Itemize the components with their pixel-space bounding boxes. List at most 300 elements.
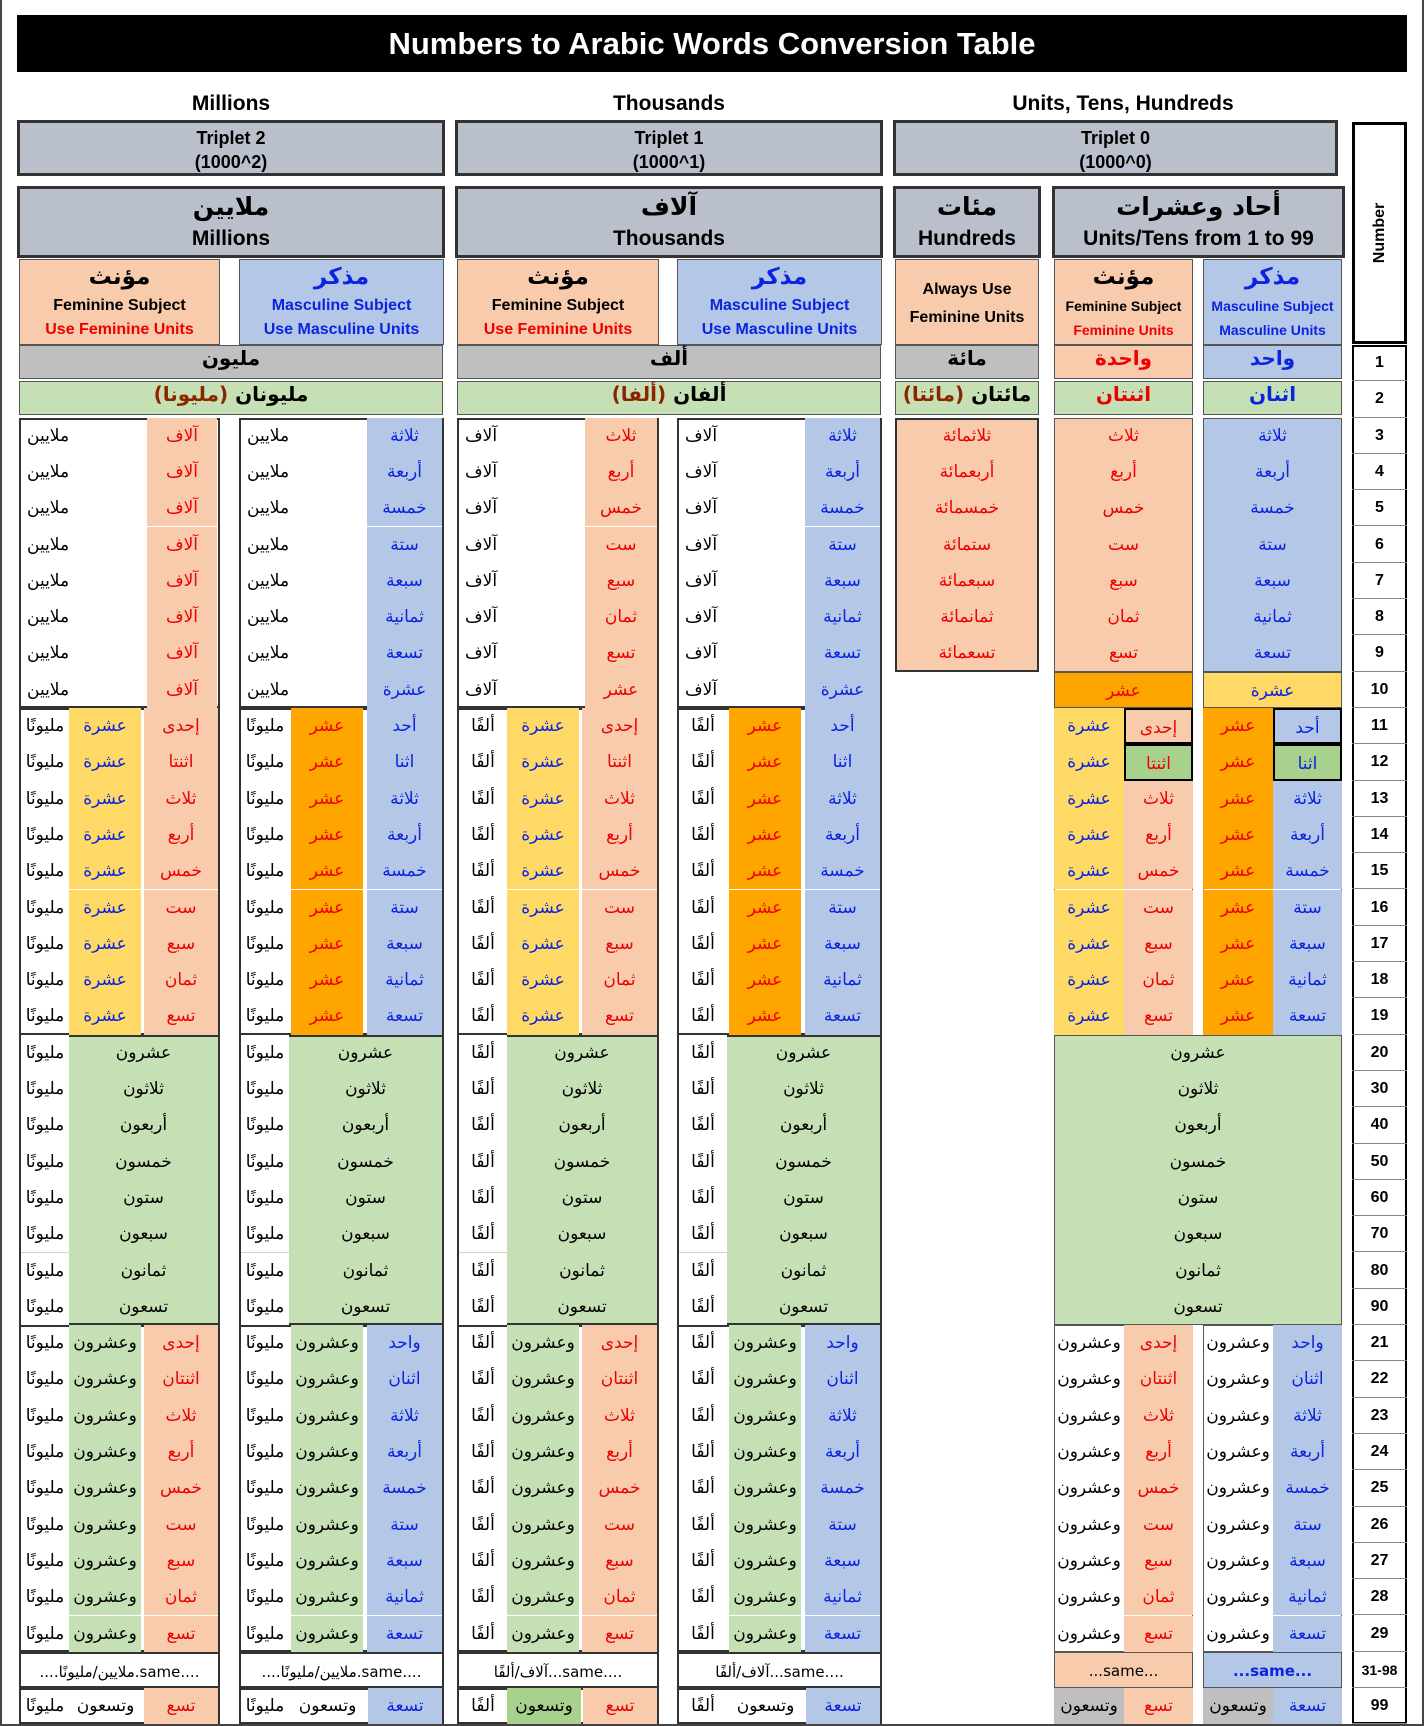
mil-masc-suffix: مليونًا (245, 716, 285, 736)
th-masc-wa: وعشرون (729, 1470, 801, 1506)
th-masc-suffix: ألفًا (679, 1216, 727, 1252)
mil-masc-suffix: مليونًا (245, 1369, 285, 1390)
th-fem-ten: عشرة (507, 744, 579, 780)
mil-masc-unit: اثنان (367, 1361, 442, 1397)
mil-fem-unit: آلاف (147, 599, 217, 635)
th-fem-suffix: ألفًا (459, 1107, 507, 1143)
mil-masc-tens: سبعون (341, 1224, 390, 1245)
th-fem-wa: وعشرون (507, 1507, 579, 1543)
th-fem-teen: أربع (582, 817, 657, 853)
mil-masc-tens: ستون (345, 1187, 386, 1208)
mil-fem-unit: إحدى (144, 1325, 218, 1361)
units-masc-teen: أحد (1273, 708, 1342, 744)
th-fem-teen: سبع (582, 926, 657, 962)
units-masc-unit: ستة (1273, 1507, 1342, 1543)
th-dual-construct: (ألفا) (611, 382, 674, 407)
units-fem-teen: تسع (1124, 998, 1193, 1034)
mil-fem-tens: ثلاثون (123, 1079, 164, 1099)
mil-dual-construct: (مليونا) (153, 382, 236, 407)
th-fem-unit: إحدى (582, 1325, 657, 1361)
row-number: 11 (1352, 708, 1407, 744)
units-masc-wa: وعشرون (1206, 1478, 1270, 1499)
units-fem-teen: إحدى (1124, 708, 1193, 744)
mil-fem-suffix: مليونًا (25, 1514, 65, 1535)
row-number: 16 (1352, 890, 1407, 926)
units-fem-ten: عشرة (1054, 744, 1124, 780)
th-fem-wa: وعشرون (507, 1434, 579, 1470)
th-masc-suffix: ألفًا (679, 1107, 727, 1143)
mil-fem-plural: ملايين (27, 498, 70, 519)
th-fem-unit: أربع (582, 1434, 657, 1470)
mil-masc-teen: أحد (367, 708, 442, 744)
th-masc-suffix: ألفًا (691, 1405, 715, 1426)
row-number: 15 (1352, 853, 1407, 889)
th-masc-unit: أربعة (805, 454, 880, 490)
th-fem-suffix: ألفًا (471, 716, 495, 736)
mil-masc-unit: خمسة (367, 1470, 442, 1506)
units-fem-ten: عشرة (1054, 781, 1124, 817)
units-masc-unit: أربعة (1273, 1434, 1342, 1470)
mil-masc-ten: عشر (291, 708, 363, 744)
mil-fem-wa: وعشرون (69, 1470, 141, 1506)
th-masc-ten: عشر (729, 744, 801, 780)
th-fem-unit: سبع (585, 563, 657, 599)
th-masc-unit: ستة (805, 1507, 880, 1543)
th-masc-unit: أربعة (805, 1434, 880, 1470)
th-masc-plural: آلاف (685, 461, 718, 482)
th-fem-unit: ثلاث (585, 418, 657, 454)
mil-fem-ten: عشرة (69, 853, 141, 889)
units-masc-wa: وعشرون (1206, 1550, 1270, 1571)
units-masc-teen: ثمانية (1273, 962, 1342, 998)
row-number: 29 (1352, 1616, 1407, 1652)
mil-fem-unit: اثنتان (144, 1361, 218, 1397)
th-masc-suffix: ألفًا (679, 1144, 727, 1180)
mil-masc-wat: وتسعون (298, 1696, 357, 1717)
mil-fem-suffix: مليونًا (25, 1333, 65, 1354)
units-masc-value: ستة (1258, 534, 1287, 555)
th-fem-suffix: ألفًا (471, 1333, 495, 1354)
th-row2 (457, 381, 881, 415)
mil-masc-unit: ستة (367, 527, 442, 563)
th-fem-wa: وعشرون (507, 1325, 579, 1361)
mil-fem-plural: ملايين (27, 425, 70, 446)
mil-masc-suffix: مليونًا (245, 970, 285, 991)
th-masc-suffix: ألفًا (691, 716, 715, 736)
units-fem-ten: عشرة (1054, 708, 1124, 744)
th-masc-wa: وعشرون (729, 1361, 801, 1397)
units-fem-unit: خمس (1124, 1470, 1193, 1506)
th-fem-unit: خمس (585, 490, 657, 526)
mil-fem-unit: سبع (144, 1543, 218, 1579)
units-fem-unit: تسع (1124, 1616, 1193, 1652)
hund-row2 (895, 381, 1039, 415)
th-masc-plural: آلاف (685, 607, 718, 628)
th-fem-wa: وعشرون (507, 1616, 579, 1652)
mil-masc-teen: خمسة (367, 853, 442, 889)
mil-fem-suffix: مليونًا (25, 933, 65, 954)
mil-fem-teen: خمس (144, 853, 218, 889)
th-fem-plural: آلاف (465, 534, 498, 555)
units-masc-value: أربعة (1255, 461, 1290, 482)
units-masc-wa: وعشرون (1206, 1623, 1270, 1644)
th-fem-suffix: ألفًا (459, 1253, 507, 1289)
th-fem-ten: عشرة (507, 781, 579, 817)
units-fem-row2: اثنتان (1054, 381, 1193, 415)
mil-fem-unit: آلاف (147, 527, 217, 563)
th-masc-teen: أربعة (805, 817, 880, 853)
mil-fem-teen: ثمان (144, 962, 218, 998)
section-thousands: آلاف Thousands (455, 186, 883, 258)
mil-masc-unit: تسعة (367, 635, 442, 671)
mil-masc-unit: ثمانية (367, 599, 442, 635)
th-masc-suffix: ألفًا (691, 861, 715, 882)
mil-masc-suffix: مليونًا (245, 824, 285, 845)
row-number: 7 (1352, 563, 1407, 599)
th-fem-teen: ثلاث (582, 781, 657, 817)
th-masc-teen: ثلاثة (805, 781, 880, 817)
hund-value: خمسمائة (934, 498, 1000, 519)
th-fem-teen: تسع (582, 998, 657, 1034)
th-masc-unit: ثمانية (805, 1579, 880, 1615)
mil-fem-suffix: مليونًا (21, 1289, 69, 1325)
mil-masc-plural: ملايين (247, 498, 290, 519)
th-masc-suffix: ألفًا (679, 1289, 727, 1325)
units-fem-unit: ثلاث (1124, 1398, 1193, 1434)
mil-masc-suffix: مليونًا (245, 1550, 285, 1571)
th-masc-suffix: ألفًا (691, 824, 715, 845)
th-fem-suffix: ألفًا (471, 897, 495, 918)
row-number: 24 (1352, 1434, 1407, 1470)
row-number: 14 (1352, 817, 1407, 853)
mil-fem-ten: عشرة (69, 962, 141, 998)
mil-fem-plural: ملايين (27, 461, 70, 482)
units-masc-unit: تسعة (1273, 1616, 1342, 1652)
th-masc-plural: آلاف (685, 570, 718, 591)
mil-fem-suffix: مليونًا (21, 1216, 69, 1252)
row-number: 17 (1352, 926, 1407, 962)
hund-header: Always Use Feminine Units (895, 259, 1039, 345)
mil-fem-suffix: مليونًا (25, 861, 65, 882)
mil-masc-wa: وعشرون (291, 1543, 363, 1579)
mil-fem-wa: وعشرون (69, 1507, 141, 1543)
th-masc-suffix: ألفًا (691, 1587, 715, 1608)
mil-masc-suffix: مليونًا (245, 788, 285, 809)
th-masc-tens: خمسون (775, 1151, 832, 1172)
th-masc-unit: خمسة (805, 1470, 880, 1506)
mil-fem-teen: أربع (144, 817, 218, 853)
triplet-2: Triplet 2 (1000^2) (17, 120, 445, 176)
th-fem-unit: عشر (585, 672, 657, 708)
units-masc-teen: خمسة (1273, 853, 1342, 889)
mil-fem-teen: ثلاث (144, 781, 218, 817)
th-masc-header: مذكر Masculine Subject Use Masculine Units (677, 259, 882, 345)
th-masc-suffix: ألفًا (679, 1180, 727, 1216)
units-masc-ten: عشر (1203, 962, 1273, 998)
th-masc-teen: أحد (805, 708, 880, 744)
th-fem-suffix: ألفًا (471, 1623, 495, 1644)
mil-masc-ten: عشر (291, 998, 363, 1034)
th-fem-plural: آلاف (465, 607, 498, 628)
mil-fem-suffix: مليونًا (25, 897, 65, 918)
units-fem-value: خمس (1102, 498, 1145, 519)
mil-fem-teen: سبع (144, 926, 218, 962)
th-fem-tens: ثمانون (559, 1260, 605, 1281)
th-fem-ten: عشرة (507, 890, 579, 926)
mil-fem-unit: آلاف (147, 563, 217, 599)
units-fem-ten: عشرة (1054, 998, 1124, 1034)
units-fem-value: ثمان (1107, 607, 1140, 628)
mil-fem-unit: أربع (144, 1434, 218, 1470)
th-fem-suffix: ألفًا (471, 1405, 495, 1426)
units-fem-value: ست (1108, 534, 1139, 555)
units-masc-ten: عشر (1203, 708, 1273, 744)
th-masc-unit: سبعة (805, 563, 880, 599)
mil-fem-suffix: مليونًا (25, 1369, 65, 1390)
mil-fem-unit: آلاف (147, 635, 217, 671)
mil-masc-ten: عشر (291, 926, 363, 962)
th-masc-suffix: ألفًا (691, 1369, 715, 1390)
mil-fem-ten: عشرة (69, 817, 141, 853)
units-fem-wa: وعشرون (1057, 1587, 1121, 1608)
units-tens: خمسون (1169, 1151, 1227, 1172)
mil-fem-plural: ملايين (27, 679, 70, 700)
th-fem-unit: ست (582, 1507, 657, 1543)
row-number: 20 (1352, 1035, 1407, 1071)
units-fem-wa: وعشرون (1057, 1442, 1121, 1462)
th-fem-tens: تسعون (557, 1296, 607, 1317)
section-millions: ملايين Millions (17, 186, 445, 258)
th-masc-ten: عشر (729, 962, 801, 998)
mil-masc-ten: عشر (291, 853, 363, 889)
units-masc-value: سبعة (1254, 570, 1291, 591)
triplet-0: Triplet 0 (1000^0) (893, 120, 1338, 176)
mil-masc-unit: أربعة (367, 454, 442, 490)
mil-fem-plural: ملايين (27, 534, 70, 555)
mil-masc-unit: عشرة (367, 672, 442, 708)
th-fem-unit: ست (585, 527, 657, 563)
mil-masc-ten: عشر (291, 817, 363, 853)
th-masc-suffix: ألفًا (679, 1071, 727, 1107)
mil-fem-ten: عشرة (69, 926, 141, 962)
units-fem-value: ثلاث (1108, 425, 1139, 446)
group-units: Units, Tens, Hundreds (1012, 92, 1234, 115)
th-fem-unit: ثلاث (582, 1398, 657, 1434)
mil-masc-wa: وعشرون (291, 1434, 363, 1470)
units-masc-unit: اثنان (1273, 1361, 1342, 1397)
th-fem-ten: عشرة (507, 998, 579, 1034)
mil-fem-wa: وعشرون (69, 1579, 141, 1615)
th-fem-teen: ثمان (582, 962, 657, 998)
th-fem-wa: وعشرون (507, 1579, 579, 1615)
th-masc-suffix: ألفًا (691, 1006, 715, 1027)
mil-fem-unit: خمس (144, 1470, 218, 1506)
mil-masc-wa: وعشرون (291, 1398, 363, 1434)
units-masc-value: ثمانية (1253, 607, 1292, 628)
units-masc-row1: واحد (1203, 345, 1342, 379)
mil-masc-unit: أربعة (367, 1434, 442, 1470)
th-masc-suffix: ألفًا (679, 1035, 727, 1071)
mil-masc-suffix: مليونًا (245, 933, 285, 954)
th-fem-tens: خمسون (553, 1151, 611, 1172)
mil-masc-teen: ستة (367, 890, 442, 926)
th-masc-ten: عشر (729, 890, 801, 926)
th-fem-wa: وعشرون (507, 1470, 579, 1506)
mil-masc-unit: ثمانية (367, 1579, 442, 1615)
mil-fem-plural: ملايين (27, 607, 70, 628)
mil-fem-unit: ثمان (144, 1579, 218, 1615)
th-fem-plural: آلاف (465, 570, 498, 591)
mil-masc-plural: ملايين (247, 534, 290, 555)
units-fem-value: تسع (1109, 643, 1138, 664)
units-fem-teen: أربع (1124, 817, 1193, 853)
th-masc-tens: ثلاثون (783, 1079, 824, 1099)
th-masc-ten: عشر (729, 817, 801, 853)
th-fem-ten: عشرة (507, 853, 579, 889)
units-tens: ثمانون (1175, 1260, 1221, 1281)
th-masc-suffix: ألفًا (691, 897, 715, 918)
mil-fem-ten: عشرة (69, 890, 141, 926)
units-masc-teen: أربعة (1273, 817, 1342, 853)
th-fem-suffix: ألفًا (471, 1478, 495, 1499)
mil-fem-tens: أربعون (119, 1115, 168, 1136)
hund-value: تسعمائة (938, 643, 996, 664)
row-number: 31-98 (1352, 1652, 1407, 1688)
units-masc-unit: ثلاثة (1273, 1398, 1342, 1434)
mil-masc-tens: ثمانون (342, 1260, 389, 1281)
mil-fem-tens: ستون (123, 1187, 164, 1208)
mil-fem-unit: آلاف (147, 418, 217, 454)
mil-masc-unit: سبعة (367, 563, 442, 599)
mil-masc-tens: عشرون (337, 1042, 394, 1063)
units-fem-teen: اثنتا (1124, 744, 1193, 780)
hund-value: ثمانمائة (940, 607, 994, 628)
units-masc-teen: ستة (1273, 890, 1342, 926)
th-fem-wa: وعشرون (507, 1543, 579, 1579)
mil-fem-suffix: مليونًا (25, 788, 65, 809)
mil-masc-plural: ملايين (247, 570, 290, 591)
mil-masc-unit: تسعة (368, 1688, 442, 1724)
mil-masc-suffix: مليونًا (245, 752, 285, 773)
row-number: 26 (1352, 1507, 1407, 1543)
th-fem-suffix: ألفًا (471, 970, 495, 991)
th-masc-unit: سبعة (805, 1543, 880, 1579)
th-masc-wa: وعشرون (729, 1398, 801, 1434)
th-fem-unit: خمس (582, 1470, 657, 1506)
th-fem-suffix: ألفًا (471, 1587, 495, 1608)
mil-masc-unit: خمسة (367, 490, 442, 526)
units-masc-wat: وتسعون (1203, 1688, 1273, 1724)
mil-row1: مليون (19, 345, 443, 379)
mil-masc-teen: ثمانية (367, 962, 442, 998)
mil-fem-wa: وعشرون (69, 1325, 141, 1361)
mil-fem-suffix: مليونًا (25, 824, 65, 845)
th-dual: ألفان (673, 382, 727, 407)
mil-fem-teen: تسع (144, 998, 218, 1034)
th-fem-teen: ست (582, 890, 657, 926)
mil-masc-suffix: مليونًا (245, 1478, 285, 1499)
units-masc-ten: عشر (1203, 853, 1273, 889)
mil-fem-plural: ملايين (27, 570, 70, 591)
row-number: 9 (1352, 635, 1407, 671)
mil-masc-unit: ستة (367, 1507, 442, 1543)
mil-masc-suffix: مليونًا (245, 1006, 285, 1027)
units-masc-ten: عشر (1203, 998, 1273, 1034)
section-hundreds: مئات Hundreds (893, 186, 1041, 258)
hund-dual: مائتان (971, 382, 1032, 407)
units-fem-teen: ثلاث (1124, 781, 1193, 817)
th-fem-unit: تسع (582, 1616, 657, 1652)
th-fem-plural: آلاف (465, 425, 498, 446)
th-masc-suffix: ألفًا (691, 1623, 715, 1644)
th-fem-unit: ثمان (582, 1579, 657, 1615)
row-number: 8 (1352, 599, 1407, 635)
units-fem-wa: وعشرون (1057, 1550, 1121, 1571)
row-number: 2 (1352, 381, 1407, 417)
units-masc-teen: سبعة (1273, 926, 1342, 962)
mil-masc-wa: وعشرون (291, 1470, 363, 1506)
same-note: ....ملايين/مليونًا.same.... (239, 1652, 444, 1688)
mil-masc-suffix: مليونًا (245, 1333, 285, 1354)
th-fem-plural: آلاف (465, 498, 498, 519)
mil-masc-suffix: مليونًا (245, 897, 285, 918)
units-masc-header: مذكر Masculine Subject Masculine Units (1203, 259, 1342, 345)
units-fem-value: سبع (1109, 570, 1138, 591)
mil-masc-plural: ملايين (247, 643, 290, 664)
units-fem-unit: تسع (1124, 1688, 1193, 1724)
th-masc-teen: خمسة (805, 853, 880, 889)
row-number: 50 (1352, 1144, 1407, 1180)
units-masc-ten: عشر (1203, 890, 1273, 926)
mil-masc-suffix: مليونًا (245, 1623, 285, 1644)
units-masc-unit: واحد (1273, 1325, 1342, 1361)
mil-fem-tens: ثمانون (120, 1260, 167, 1281)
th-masc-suffix: ألفًا (691, 970, 715, 991)
th-masc-wa: وعشرون (729, 1616, 801, 1652)
mil-masc-unit: تسعة (367, 1616, 442, 1652)
hund-value: ثلاثمائة (942, 425, 992, 446)
mil-fem-tens: خمسون (115, 1151, 172, 1172)
mil-fem-suffix: مليونًا (21, 1144, 69, 1180)
th-fem-suffix: ألفًا (459, 1216, 507, 1252)
th-masc-tens: تسعون (778, 1296, 829, 1317)
units-fem-unit: إحدى (1124, 1325, 1193, 1361)
mil-fem-ten: عشرة (69, 744, 141, 780)
units-masc-unit: تسعة (1273, 1688, 1342, 1724)
mil-masc-unit: واحد (367, 1325, 442, 1361)
mil-masc-suffix: مليونًا (245, 1405, 285, 1426)
mil-masc-unit: ثلاثة (367, 1398, 442, 1434)
mil-fem-unit: تسع (144, 1688, 218, 1724)
th-masc-tens: ثمانون (780, 1260, 827, 1281)
mil-fem-suffix: مليونًا (21, 1253, 69, 1289)
units-fem-teen: سبع (1124, 926, 1193, 962)
units-fem-row1: واحدة (1054, 345, 1193, 379)
units-masc-teen: ثلاثة (1273, 781, 1342, 817)
mil-masc-plural: ملايين (247, 425, 290, 446)
mil-fem-plural: ملايين (27, 643, 70, 664)
th-masc-unit: ثلاثة (805, 418, 880, 454)
mil-masc-ten: عشر (291, 781, 363, 817)
th-masc-wa: وعشرون (729, 1507, 801, 1543)
mil-fem-teen: ست (144, 890, 218, 926)
units-masc-wa: وعشرون (1206, 1587, 1270, 1608)
units-fem-ten: عشرة (1054, 853, 1124, 889)
mil-fem-wa: وعشرون (69, 1398, 141, 1434)
mil-masc-tens: خمسون (337, 1151, 394, 1172)
mil-fem-suffix: مليونًا (25, 1550, 65, 1571)
th-masc-plural: آلاف (685, 643, 718, 664)
